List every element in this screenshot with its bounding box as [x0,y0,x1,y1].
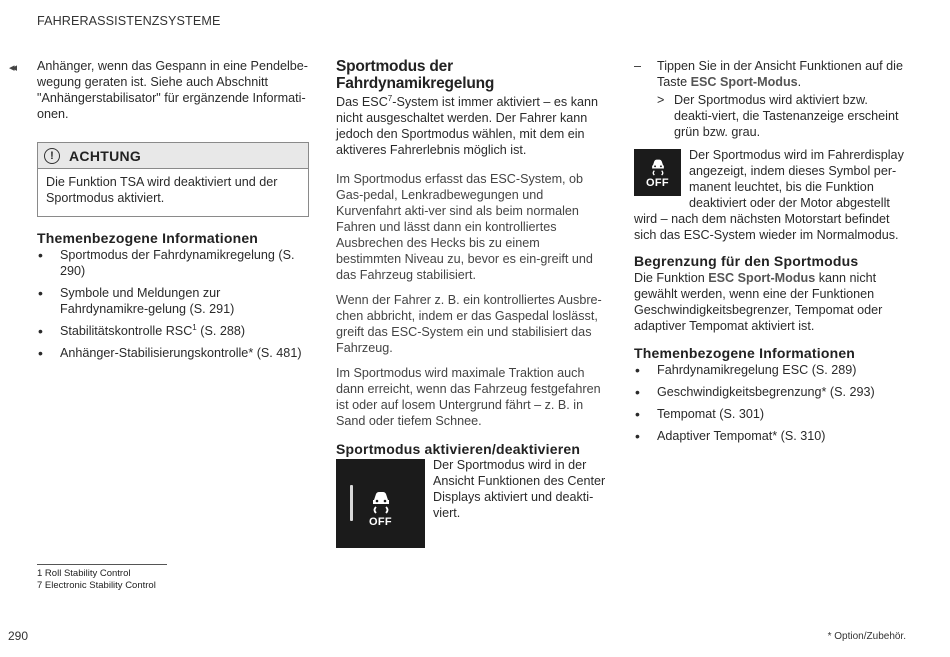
skid-car-icon [366,487,396,517]
related-link[interactable]: Tempomat (S. 301) [657,407,765,421]
paragraph: Im Sportmodus wird maximale Traktion auch dann erreicht, wenn das Fahrzeug festgefahren ist oder auf losem Untergrund fährt – z. B. in Sand oder tiefem Schnee. [336,366,601,428]
option-note: * Option/Zubehör. [827,631,906,642]
paragraph: Im Sportmodus erfasst das ESC-System, ob Gas-pedal, Lenkradbewegungen und Kurvenfahrt akti-ver sind als beim normalen Fahren und lässt dann ein kontrolliertes Ausbrechen des Hecks bis zu einem bestimmten Niveau zu, bevor es ein-greift und das Fahrzeug stabilisiert. [336,172,593,282]
related-link[interactable]: Anhänger-Stabilisierungskontrolle* (S. 481) [60,346,302,360]
limit-heading: Begrenzung für den Sportmodus [634,253,859,269]
paragraph: Wenn der Fahrer z. B. ein kontrolliertes Ausbre-chen abbricht, indem er das Gaspedal loslässt, greift das ESC-System ein und stabilisiert das Fahrzeug. [336,293,602,355]
step-text: Tippen Sie in der Ansicht Funktionen auf die Taste [657,59,903,89]
page-number: 290 [8,629,29,643]
list-item[interactable] [634,362,906,378]
intro-text: -System ist immer aktiviert – es kann nicht ausgeschaltet werden. Der Fahrer kann jedoch den Sportmodus wählen, mit dem ein aktiveres Fahrerlebnis möglich ist. [336,95,598,157]
related-list [634,362,906,444]
step-instruction [634,58,906,90]
column-right [634,58,906,450]
result-text: Der Sportmodus wird aktiviert bzw. deakti-viert, die Tastenanzeige erscheint grün bzw. grau. [674,93,899,139]
list-item[interactable] [634,428,906,444]
related-link[interactable]: Fahrdynamikregelung ESC (S. 289) [657,363,857,377]
step-text: . [797,75,802,89]
esc-sport-button-image [336,459,425,548]
list-item[interactable] [37,323,309,339]
off-label: OFF [369,516,392,528]
footnote-mark: 1 [37,568,43,579]
related-link[interactable]: Sportmodus der Fahrdynamikregelung (S. 290) [60,248,295,278]
footnote-ref: 7 [387,93,393,103]
warning-title: ACHTUNG [69,148,142,164]
column-left [9,58,309,367]
related-link[interactable]: Stabilitätskontrolle RSC [60,324,193,338]
sub-heading: Sportmodus aktivieren/deaktivieren [336,441,581,457]
continuation-icon: ◂◂ [9,62,15,74]
related-link[interactable]: Adaptiver Tempomat* (S. 310) [657,429,826,443]
related-link-page[interactable]: (S. 288) [196,324,246,338]
footnote-divider [37,564,167,565]
warning-box [37,142,309,217]
limit-text: kann nicht gewählt werden, wenn eine der Funktionen Geschwindigkeitsbegrenzer, Tempomat oder adaptiver Tempomat aktiviert ist. [634,271,883,333]
intro-paragraph: Anhänger, wenn das Gespann in eine Pendelbe-wegung geraten ist. Siehe auch Abschnitt "Anhängerstabilisator" für ergänzende Informati-onen. [37,59,308,121]
footnote-ref: 1 [192,322,197,332]
step-marker: – [634,59,642,73]
list-item[interactable] [37,345,309,361]
result-marker: > [657,93,665,107]
related-heading: Themenbezogene Informationen [634,345,856,361]
warning-header [38,143,308,169]
related-heading: Themenbezogene Informationen [37,230,259,246]
section-intro [336,94,608,158]
display-text: Der Sportmodus wird im Fahrerdisplay angezeigt, indem dieses Symbol per-manent leuchtet, bis die Funktion deaktiviert oder der Motor abgestellt [689,148,904,210]
skid-car-icon [647,156,669,178]
intro-text: Das ESC [336,95,388,109]
footnote-text: Electronic Stability Control [42,580,156,591]
button-text: Der Sportmodus wird in der Ansicht Funktionen des Center Displays aktiviert und deakti-viert. [433,458,606,520]
page-header: FAHRERASSISTENZSYSTEME [37,14,221,28]
warning-icon: ! [44,148,60,164]
indicator-bar [350,485,353,521]
column-middle [336,58,608,548]
sport-mode-symbol [634,149,681,196]
footnote-text: Roll Stability Control [42,568,131,579]
list-item[interactable] [634,384,906,400]
related-link[interactable]: Symbole und Meldungen zur Fahrdynamikre-gelung (S. 291) [60,286,235,316]
footnote [37,568,167,580]
display-description [634,149,906,211]
related-link[interactable]: Geschwindigkeitsbegrenzung* (S. 293) [657,385,875,399]
list-item[interactable] [37,247,309,279]
related-list [37,247,309,361]
off-label: OFF [646,177,669,189]
warning-text: Die Funktion TSA wird deaktiviert und der Sportmodus aktiviert. [46,175,278,205]
limit-paragraph [634,270,906,334]
section-title: Sportmodus der Fahrdynamikregelung [336,58,495,92]
footnotes [37,564,167,592]
limit-text: Die Funktion [634,271,709,285]
list-item[interactable] [37,285,309,317]
footnote-mark: 7 [37,580,43,591]
list-item[interactable] [634,406,906,422]
footnote [37,580,167,592]
step-result [634,92,906,140]
display-text-continued: wird – nach dem nächsten Motorstart befindet sich das ESC-System wieder im Normalmodus. [634,212,899,242]
button-description [336,459,608,548]
esc-sport-key[interactable]: ESC Sport-Modus [690,75,798,89]
esc-sport-key[interactable]: ESC Sport-Modus [708,271,816,285]
